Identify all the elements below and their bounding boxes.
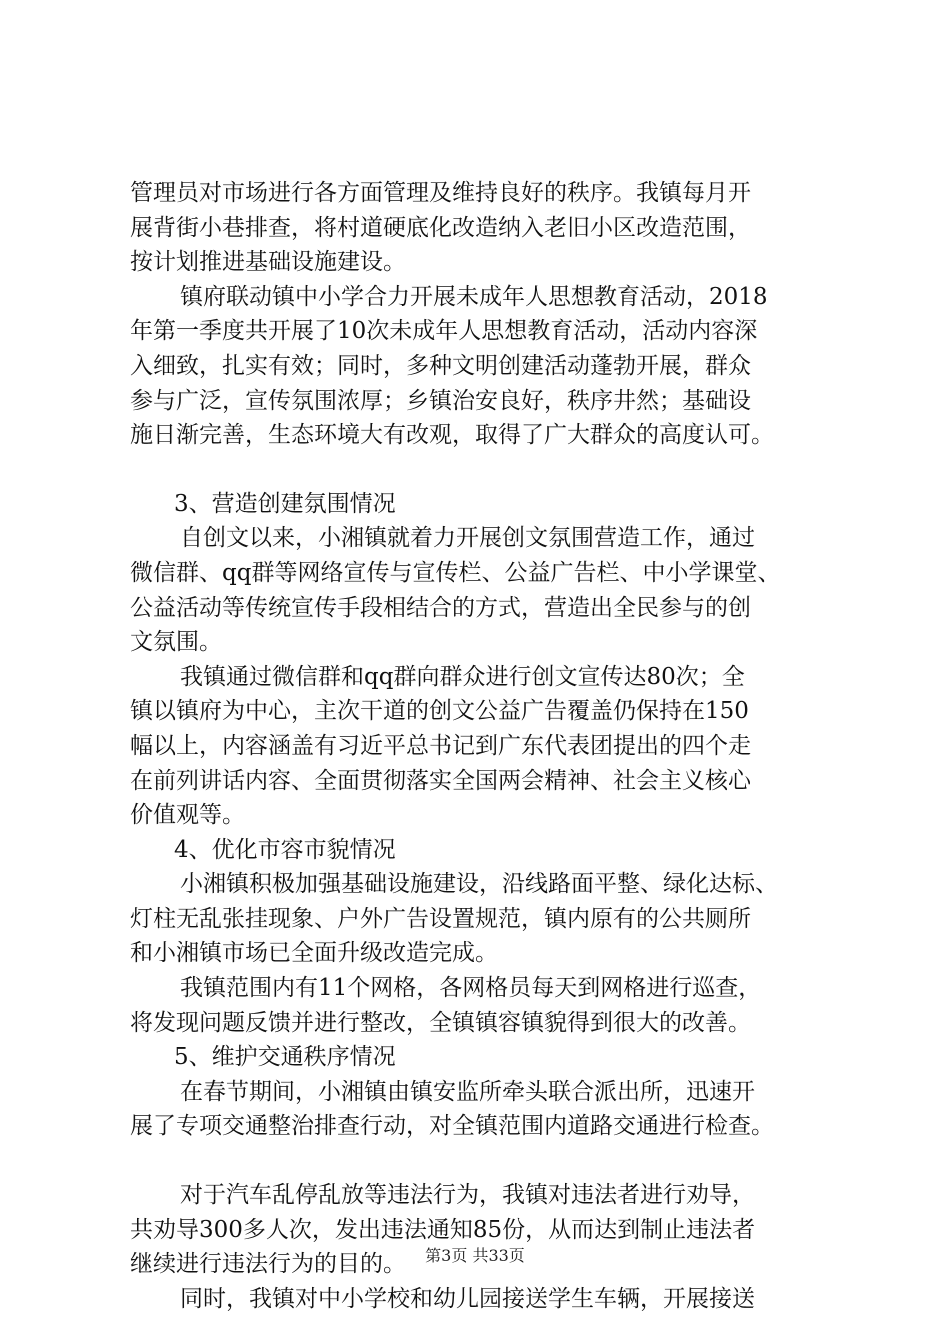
text-line: 入细致，扎实有效；同时，多种文明创建活动蓬勃开展，群众: [130, 352, 751, 379]
text-line: 幅以上，内容涵盖有习近平总书记到广东代表团提出的四个走: [130, 732, 751, 759]
paragraph-gap: [130, 453, 842, 487]
text-line: 文氛围。: [130, 629, 222, 656]
text-line: 展了专项交通整治排查行动，对全镇范围内道路交通进行检查。: [130, 1113, 774, 1140]
text-line: 和小湘镇市场已全面升级改造完成。: [130, 940, 498, 967]
document-body: [130, 176, 842, 1316]
paragraph-start-line: 我镇通过微信群和qq群向群众进行创文宣传达80次；全: [180, 663, 745, 690]
section-heading: 5、维护交通秩序情况: [174, 1044, 396, 1071]
text-line: 灯柱无乱张挂现象、户外广告设置规范，镇内原有的公共厕所: [130, 905, 751, 932]
text-line: 继续进行违法行为的目的。: [130, 1251, 406, 1278]
text-line: 微信群、qq群等网络宣传与宣传栏、公益广告栏、中小学课堂、: [130, 559, 781, 586]
paragraph-start-line: 对于汽车乱停乱放等违法行为，我镇对违法者进行劝导，: [180, 1182, 755, 1209]
paragraph-gap: [130, 1144, 842, 1178]
section-heading: 3、营造创建氛围情况: [174, 490, 396, 517]
text-line: 镇以镇府为中心，主次干道的创文公益广告覆盖仍保持在150: [130, 698, 749, 725]
text-line: 展背街小巷排查，将村道硬底化改造纳入老旧小区改造范围，: [130, 214, 751, 241]
paragraph-start-line: 镇府联动镇中小学合力开展未成年人思想教育活动，2018: [180, 283, 768, 310]
paragraph-start-line: 在春节期间，小湘镇由镇安监所牵头联合派出所，迅速开: [180, 1078, 755, 1105]
paragraph-start-line: 自创文以来，小湘镇就着力开展创文氛围营造工作，通过: [180, 525, 755, 552]
text-line: 在前列讲话内容、全面贯彻落实全国两会精神、社会主义核心: [130, 767, 751, 794]
text-line: 管理员对市场进行各方面管理及维持良好的秩序。我镇每月开: [130, 180, 751, 206]
text-line: 施日渐完善，生态环境大有改观，取得了广大群众的高度认可。: [130, 422, 774, 449]
text-line: 公益活动等传统宣传手段相结合的方式，营造出全民参与的创: [130, 594, 751, 621]
paragraph-start-line: 小湘镇积极加强基础设施建设，沿线路面平整、绿化达标、: [180, 871, 778, 898]
section-heading: 4、优化市容市貌情况: [174, 836, 396, 863]
text-line: 共劝导300多人次，发出违法通知85份，从而达到制止违法者: [130, 1216, 756, 1243]
page-number-footer: 第3页 共33页: [425, 1246, 525, 1265]
text-line: 年第一季度共开展了10次未成年人思想教育活动，活动内容深: [130, 318, 758, 345]
text-line: 参与广泛，宣传氛围浓厚；乡镇治安良好，秩序井然；基础设: [130, 387, 751, 414]
text-line: 按计划推进基础设施建设。: [130, 249, 406, 276]
paragraph-start-line: 我镇范围内有11个网格，各网格员每天到网格进行巡查，: [180, 975, 762, 1002]
text-line: 价值观等。: [130, 802, 245, 829]
paragraph-start-line: 同时，我镇对中小学校和幼儿园接送学生车辆，开展接送: [180, 1285, 755, 1312]
text-line: 将发现问题反馈并进行整改，全镇镇容镇貌得到很大的改善。: [130, 1009, 751, 1036]
